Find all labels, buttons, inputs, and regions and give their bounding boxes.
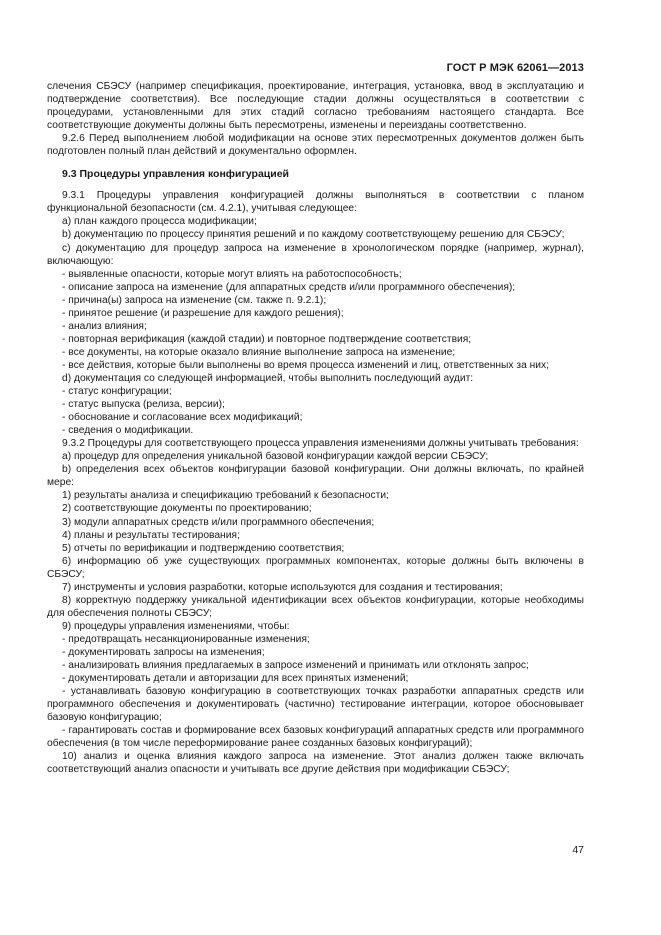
list-item: a) план каждого процесса модификации; — [62, 216, 257, 228]
list-item: - гарантировать состав и формирование всех базовых конфигураций аппаратных средств или программного обеспечения (в том числе переформирование ранее созданных базовых конфигураций); — [47, 725, 584, 750]
list-item: - причина(ы) запроса на изменение (см. также п. 9.2.1); — [62, 294, 327, 306]
list-item: - выявленные опасности, которые могут влиять на работоспособность; — [62, 268, 402, 280]
list-item: - статус выпуска (релиза, версии); — [62, 399, 225, 411]
list-item: 6) информацию об уже существующих программных компонентах, которые должны быть включены в СБЭСУ; — [47, 555, 584, 580]
list-item: - анализ влияния; — [62, 320, 147, 332]
list-item: d) документация со следующей информацией, чтобы выполнить последующий аудит: — [62, 372, 474, 384]
list-item: 10) анализ и оценка влияния каждого запроса на изменение. Этот анализ должен также включать соответствующий анализ опасности и учитывать все другие действия при модификации СБЭСУ; — [47, 751, 584, 776]
paragraph-9-2-6: 9.2.6 Перед выполнением любой модификации на основе этих пересмотренных документов должен быть подготовлен полный план действий и документально оформлен. — [47, 133, 584, 158]
list-item: 3) модули аппаратных средств и/или программного обеспечения; — [62, 516, 375, 528]
list-item: c) документацию для процедур запроса на изменение в хронологическом порядке (например, журнал), включающую: — [47, 242, 584, 267]
list-item: - принятое решение (и разрешение для каждого решения); — [62, 307, 344, 319]
paragraph-continuation: слечения СБЭСУ (например спецификация, проектирование, интеграция, установка, ввод в эксплуатацию и подтверждение соответствия). Все последующие стадии должны осуществляться в соответствии с процедурами, установленными для этих стадий согласно требованиям настоящего стандарта. Все соответствующие документы должны быть пересмотрены, изменены и переизданы соответственно. — [47, 81, 584, 132]
page-number: 47 — [572, 844, 584, 856]
list-item: - все действия, которые были выполнены во время процесса изменений и лиц, ответственных за них; — [62, 359, 550, 371]
section-heading-9-3: 9.3 Процедуры управления конфигурацией — [62, 168, 289, 181]
list-item: - сведения о модификации. — [62, 425, 194, 437]
list-item: 7) инструменты и условия разработки, которые используются для создания и тестирования; — [62, 581, 503, 593]
list-item: b) определения всех объектов конфигурации базовой конфигурации. Они должны включать, по крайней мере: — [47, 464, 584, 489]
list-item: - описание запроса на изменение (для аппаратных средств и/или программного обеспечения); — [62, 281, 516, 293]
list-item: 2) соответствующие документы по проектированию; — [62, 503, 312, 515]
list-item: - предотвращать несанкционированные изменения; — [62, 633, 310, 645]
list-item: 1) результаты анализа и спецификацию требований к безопасности; — [62, 490, 389, 502]
list-item: - все документы, на которые оказало влияние выполнение запроса на изменение; — [62, 346, 456, 358]
list-item: a) процедур для определения уникальной базовой конфигурации каждой версии СБЭСУ; — [62, 451, 489, 463]
list-item: - обоснование и согласование всех модификаций; — [62, 412, 303, 424]
list-item: - статус конфигурации; — [62, 386, 172, 398]
list-item: - повторная верификация (каждой стадии) и повторное подтверждение соответствия; — [62, 333, 472, 345]
standard-header: ГОСТ Р МЭК 62061—2013 — [446, 62, 584, 74]
list-item: 8) корректную поддержку уникальной идентификации всех объектов конфигурации, которые необходимы для обеспечения полноты СБЭСУ; — [47, 594, 584, 619]
list-item: - документировать детали и авторизации для всех принятых изменений; — [62, 673, 409, 685]
paragraph-9-3-2: 9.3.2 Процедуры для соответствующего процесса управления изменениями должны учитывать требования: — [62, 438, 579, 450]
list-item: b) документацию по процессу принятия решений и по каждому соответствующему решению для СБЭСУ; — [62, 229, 565, 241]
list-item: - устанавливать базовую конфигурацию в соответствующих точках разработки аппаратных средств или программного обеспечения и документировать (частично) тестирование интеграции, которое обосновывает базовую конфигурацию; — [47, 686, 584, 724]
list-item: - анализировать влияния предлагаемых в запросе изменений и принимать или отклонять запрос; — [62, 660, 529, 672]
document-body — [47, 80, 584, 776]
list-item: 4) планы и результаты тестирования; — [62, 529, 240, 541]
list-item: - документировать запросы на изменения; — [62, 646, 265, 658]
list-item: 5) отчеты по верификации и подтверждению соответствия; — [62, 542, 345, 554]
list-item: 9) процедуры управления изменениями, чтобы: — [62, 620, 290, 632]
paragraph-9-3-1: 9.3.1 Процедуры управления конфигурацией должны выполняться в соответствии с планом функциональной безопасности (см. 4.2.1), учитывая следующее: — [47, 190, 584, 215]
